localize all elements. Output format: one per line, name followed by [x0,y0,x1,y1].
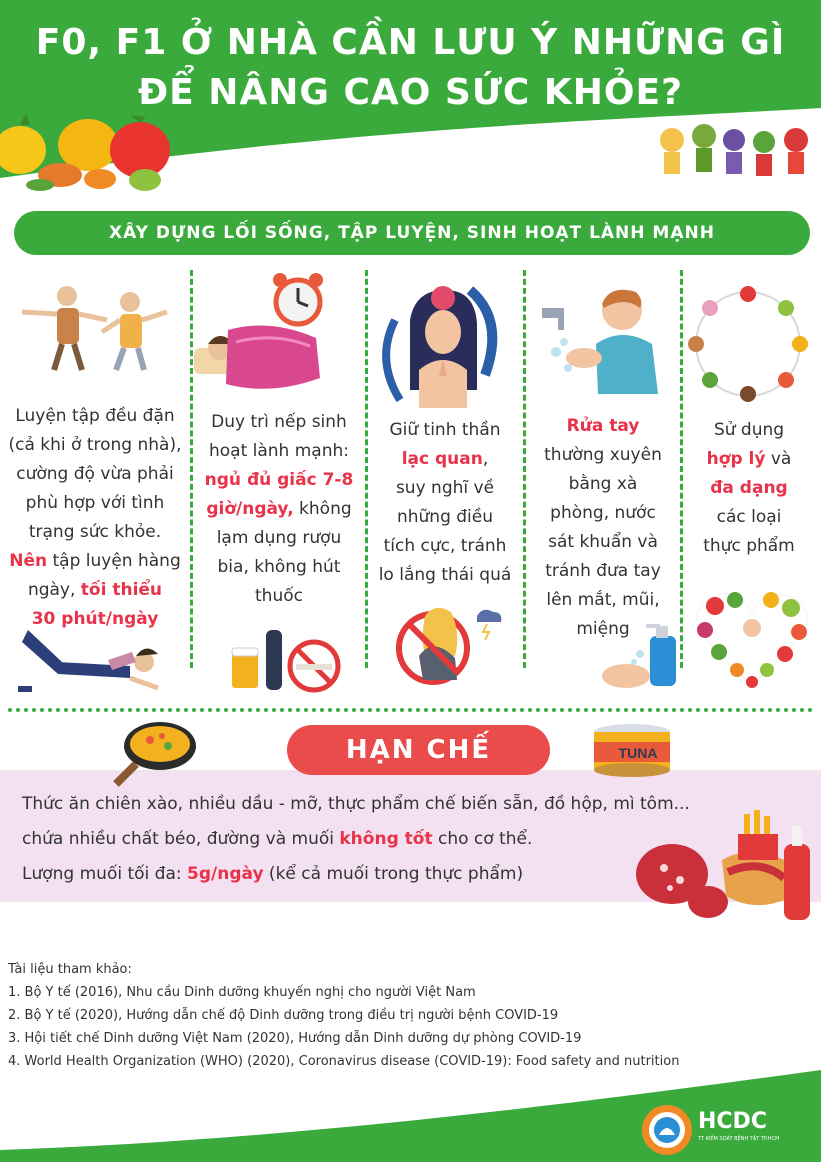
hands-line: miệng [576,619,630,639]
limit-span: Lượng muối tối đa: [22,864,188,884]
meditating-woman-illustration [375,280,515,410]
sleep-line: hoạt lành mạnh: [208,441,349,461]
hands-line: bằng xà [568,474,638,494]
reference-item: 4. World Health Organization (WHO) (2020), Coronavirus disease (COVID-19): Food safety and nutrition [8,1054,680,1069]
hcdc-logo-text: HCDC [698,1109,767,1134]
food-line [684,445,814,474]
limit-title: HẠN CHẾ [287,725,550,775]
junk-food-illustration [634,808,814,926]
no-alcohol-smoking-icon [230,622,342,694]
limit-line-1: Thức ăn chiên xào, nhiều dầu - mỡ, thực phẩm chế biến sẵn, đồ hộp, mì tôm... [22,794,690,814]
title-line-1: F0, F1 Ở NHÀ CẦN LƯU Ý NHỮNG GÌ [35,22,786,63]
hcdc-logo-subtext: TT KIỂM SOÁT BỆNH TẬT TP.HCM [698,1136,780,1142]
exercise-span: ngày, [27,580,81,600]
sleep-line: lạm dụng rượu [216,528,342,548]
reference-item: 3. Hội tiết chế Dinh dưỡng Việt Nam (2020), Hướng dẫn Dinh dưỡng dự phòng COVID-19 [8,1031,582,1046]
hand-sanitizer-icon [600,618,682,694]
food-line: Sử dụng [713,420,785,440]
heart-vegetables-illustration [693,588,811,690]
food-line: các loại [716,507,782,527]
exercise-line: cường độ vừa phải [16,464,174,484]
vegetables-illustration [0,105,175,195]
canned-tuna-illustration [592,722,672,778]
elderly-exercise-illustration [12,282,172,374]
hands-line: sát khuẩn và [548,532,658,552]
references-heading: Tài liệu tham khảo: [8,962,132,977]
tuna-label: TUNA [618,745,658,761]
mind-line: Giữ tinh thần [389,420,501,440]
sleep-highlight: giờ/ngày, [206,499,294,519]
sleep-span: không [293,499,352,519]
exercise-line [4,547,186,576]
sleep-text [195,408,363,611]
sleep-line: bia, không hút [217,557,341,577]
mind-line [369,445,521,474]
mind-text [369,416,521,590]
no-anxiety-icon [395,596,505,688]
exercise-text [4,402,186,634]
section-divider [8,708,813,712]
limit-span: (kể cả muối trong thực phẩm) [263,864,524,884]
exercise-line: phù hợp với tình [25,493,165,513]
healthy-lifestyle-banner: XÂY DỰNG LỐI SỐNG, TẬP LUYỆN, SINH HOẠT LÀNH MẠNH [14,211,810,255]
sleeping-person-illustration [190,318,325,398]
food-text [684,416,814,561]
exercise-span: tập luyện hàng [47,551,181,571]
hands-line: phòng, nước [550,503,656,523]
food-highlight: hợp lý [706,449,766,469]
hand-washing-illustration [540,282,670,394]
exercise-line: Luyện tập đều đặn [15,406,175,426]
mind-line: những điều [396,507,494,527]
references [8,958,679,1073]
food-line: thực phẩm [703,536,795,556]
hands-text [528,412,678,644]
food-span: và [765,449,792,469]
sleep-line [195,495,363,524]
column-divider [680,270,683,668]
mind-line: suy nghĩ về [395,478,495,498]
exercise-line: 30 phút/ngày [31,609,159,629]
exercise-line: (cả khi ở trong nhà), [8,435,182,455]
exercise-highlight: Nên [9,551,48,571]
title-line-2: ĐỂ NÂNG CAO SỨC KHỎE? [138,72,683,113]
food-plate-illustration [686,282,810,402]
frying-pan-illustration [112,716,198,788]
hands-line: thường xuyên [544,445,662,465]
page-title [0,18,821,118]
hands-line: Rửa tay [566,416,640,436]
exercise-line [4,576,186,605]
sleep-line: thuốc [255,586,303,606]
limit-span: cho cơ thể. [432,829,533,849]
hcdc-logo-icon [640,1103,694,1157]
exercise-line: trạng sức khỏe. [28,522,162,542]
limit-line-2 [22,829,532,849]
limit-line-3 [22,864,523,884]
food-line: đa dạng [710,478,788,498]
mind-line: tích cực, tránh [383,536,507,556]
kids-costume-illustration [658,118,818,190]
limit-span: chứa nhiều chất béo, đường và muối [22,829,340,849]
mind-span: , [482,449,489,469]
mind-highlight: lạc quan [401,449,483,469]
column-divider [523,270,526,668]
sleep-line: ngủ đủ giấc 7-8 [204,470,354,490]
hands-line: tránh đưa tay [545,561,661,581]
hands-line: lên mắt, mũi, [546,590,660,610]
reference-item: 1. Bộ Y tế (2016), Nhu cầu Dinh dưỡng khuyến nghị cho người Việt Nam [8,985,476,1000]
column-divider [365,270,368,668]
sleep-line: Duy trì nếp sinh [211,412,347,432]
plank-exercise-illustration [18,622,168,694]
limit-highlight: 5g/ngày [187,864,264,884]
mind-line: lo lắng thái quá [378,565,512,585]
exercise-highlight: tối thiểu [80,580,163,600]
limit-highlight: không tốt [339,829,433,849]
reference-item: 2. Bộ Y tế (2020), Hướng dẫn chế độ Dinh dưỡng trong điều trị người bệnh COVID-19 [8,1008,559,1023]
